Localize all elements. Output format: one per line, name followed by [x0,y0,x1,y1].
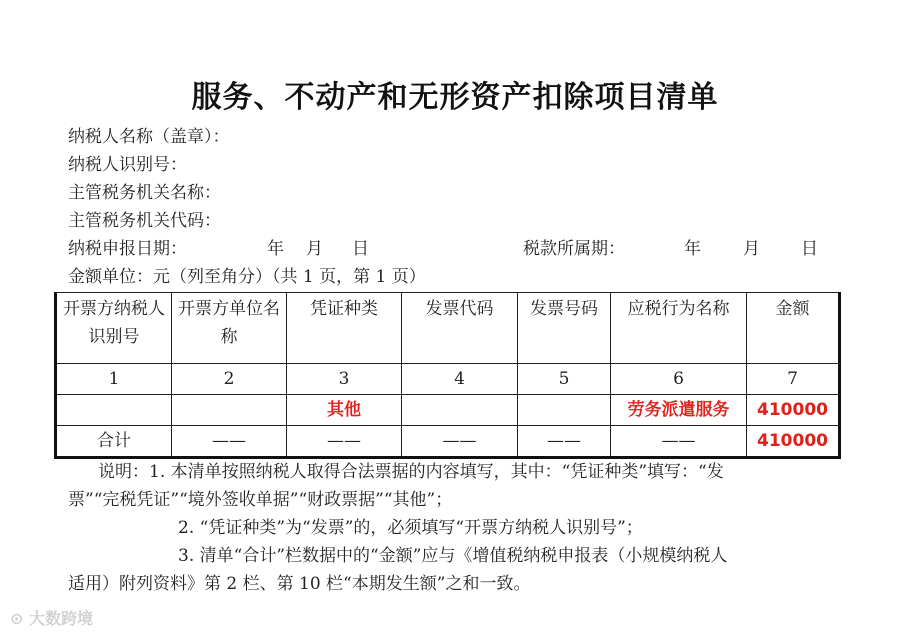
total-label: 合计 [56,426,172,458]
column-number: 2 [172,364,287,395]
deduction-table [54,292,841,459]
table-number-row [56,364,840,395]
row-amount: 410000 [747,395,840,426]
note-line-5: 适用）附列资料》第 2 栏、第 10 栏“本期发生额”之和一致。 [68,574,531,594]
row-invoice-number [518,395,611,426]
filing-date-month: 月 [306,239,323,259]
total-dash: —— [287,426,402,458]
header-issuer-id: 开票方纳税人识别号 [56,293,172,364]
watermark-logo [10,606,93,629]
page-title: 服务、不动产和无形资产扣除项目清单 [191,80,719,115]
column-number: 6 [611,364,747,395]
total-dash: —— [402,426,518,458]
column-number: 7 [747,364,840,395]
column-number: 5 [518,364,611,395]
filing-date-year: 年 [267,239,284,259]
column-number: 1 [56,364,172,395]
watermark-text: 大数跨境 [28,609,93,628]
row-invoice-code [402,395,518,426]
taxpayer-id-label: 纳税人识别号： [68,155,187,175]
column-number: 3 [287,364,402,395]
tax-period-day: 日 [801,239,818,259]
note-line-2: 票”“完税凭证”“境外签收单据”“财政票据”“其他”； [68,490,453,510]
taxpayer-name-label: 纳税人名称（盖章）： [68,127,230,147]
tax-period-year: 年 [684,239,701,259]
tax-authority-name-label: 主管税务机关名称： [68,183,221,203]
tax-period-label: 税款所属期： [523,239,625,259]
tax-authority-code-label: 主管税务机关代码： [68,211,221,231]
row-voucher-type: 其他 [287,395,402,426]
tax-period-month: 月 [743,239,760,259]
header-invoice-number: 发票号码 [518,293,611,364]
total-dash: —— [611,426,747,458]
total-dash: —— [518,426,611,458]
row-issuer-id [56,395,172,426]
total-dash: —— [172,426,287,458]
total-amount: 410000 [747,426,840,458]
table-total-row [56,426,840,458]
header-issuer-name: 开票方单位名称 [172,293,287,364]
row-issuer-name [172,395,287,426]
column-number: 4 [402,364,518,395]
note-line-3: 2. “凭证种类”为“发票”的，必须填写“开票方纳税人识别号”； [178,518,643,538]
filing-date-label: 纳税申报日期： [68,239,187,259]
note-line-4: 3. 清单“合计”栏数据中的“金额”应与《增值税纳税申报表（小规模纳税人 [178,546,728,566]
header-invoice-code: 发票代码 [402,293,518,364]
header-voucher-type: 凭证种类 [287,293,402,364]
amount-unit-line: 金额单位：元（列至角分）（共 1 页，第 1 页） [68,267,426,287]
header-taxable-activity: 应税行为名称 [611,293,747,364]
header-amount: 金额 [747,293,840,364]
table-header-row [56,293,840,364]
row-taxable-activity: 劳务派遣服务 [611,395,747,426]
note-line-1: 说明：1. 本清单按照纳税人取得合法票据的内容填写，其中：“凭证种类”填写：“发 [98,462,724,482]
filing-date-day: 日 [352,239,369,259]
watermark-icon: ⊙ [10,609,24,628]
table-row [56,395,840,426]
